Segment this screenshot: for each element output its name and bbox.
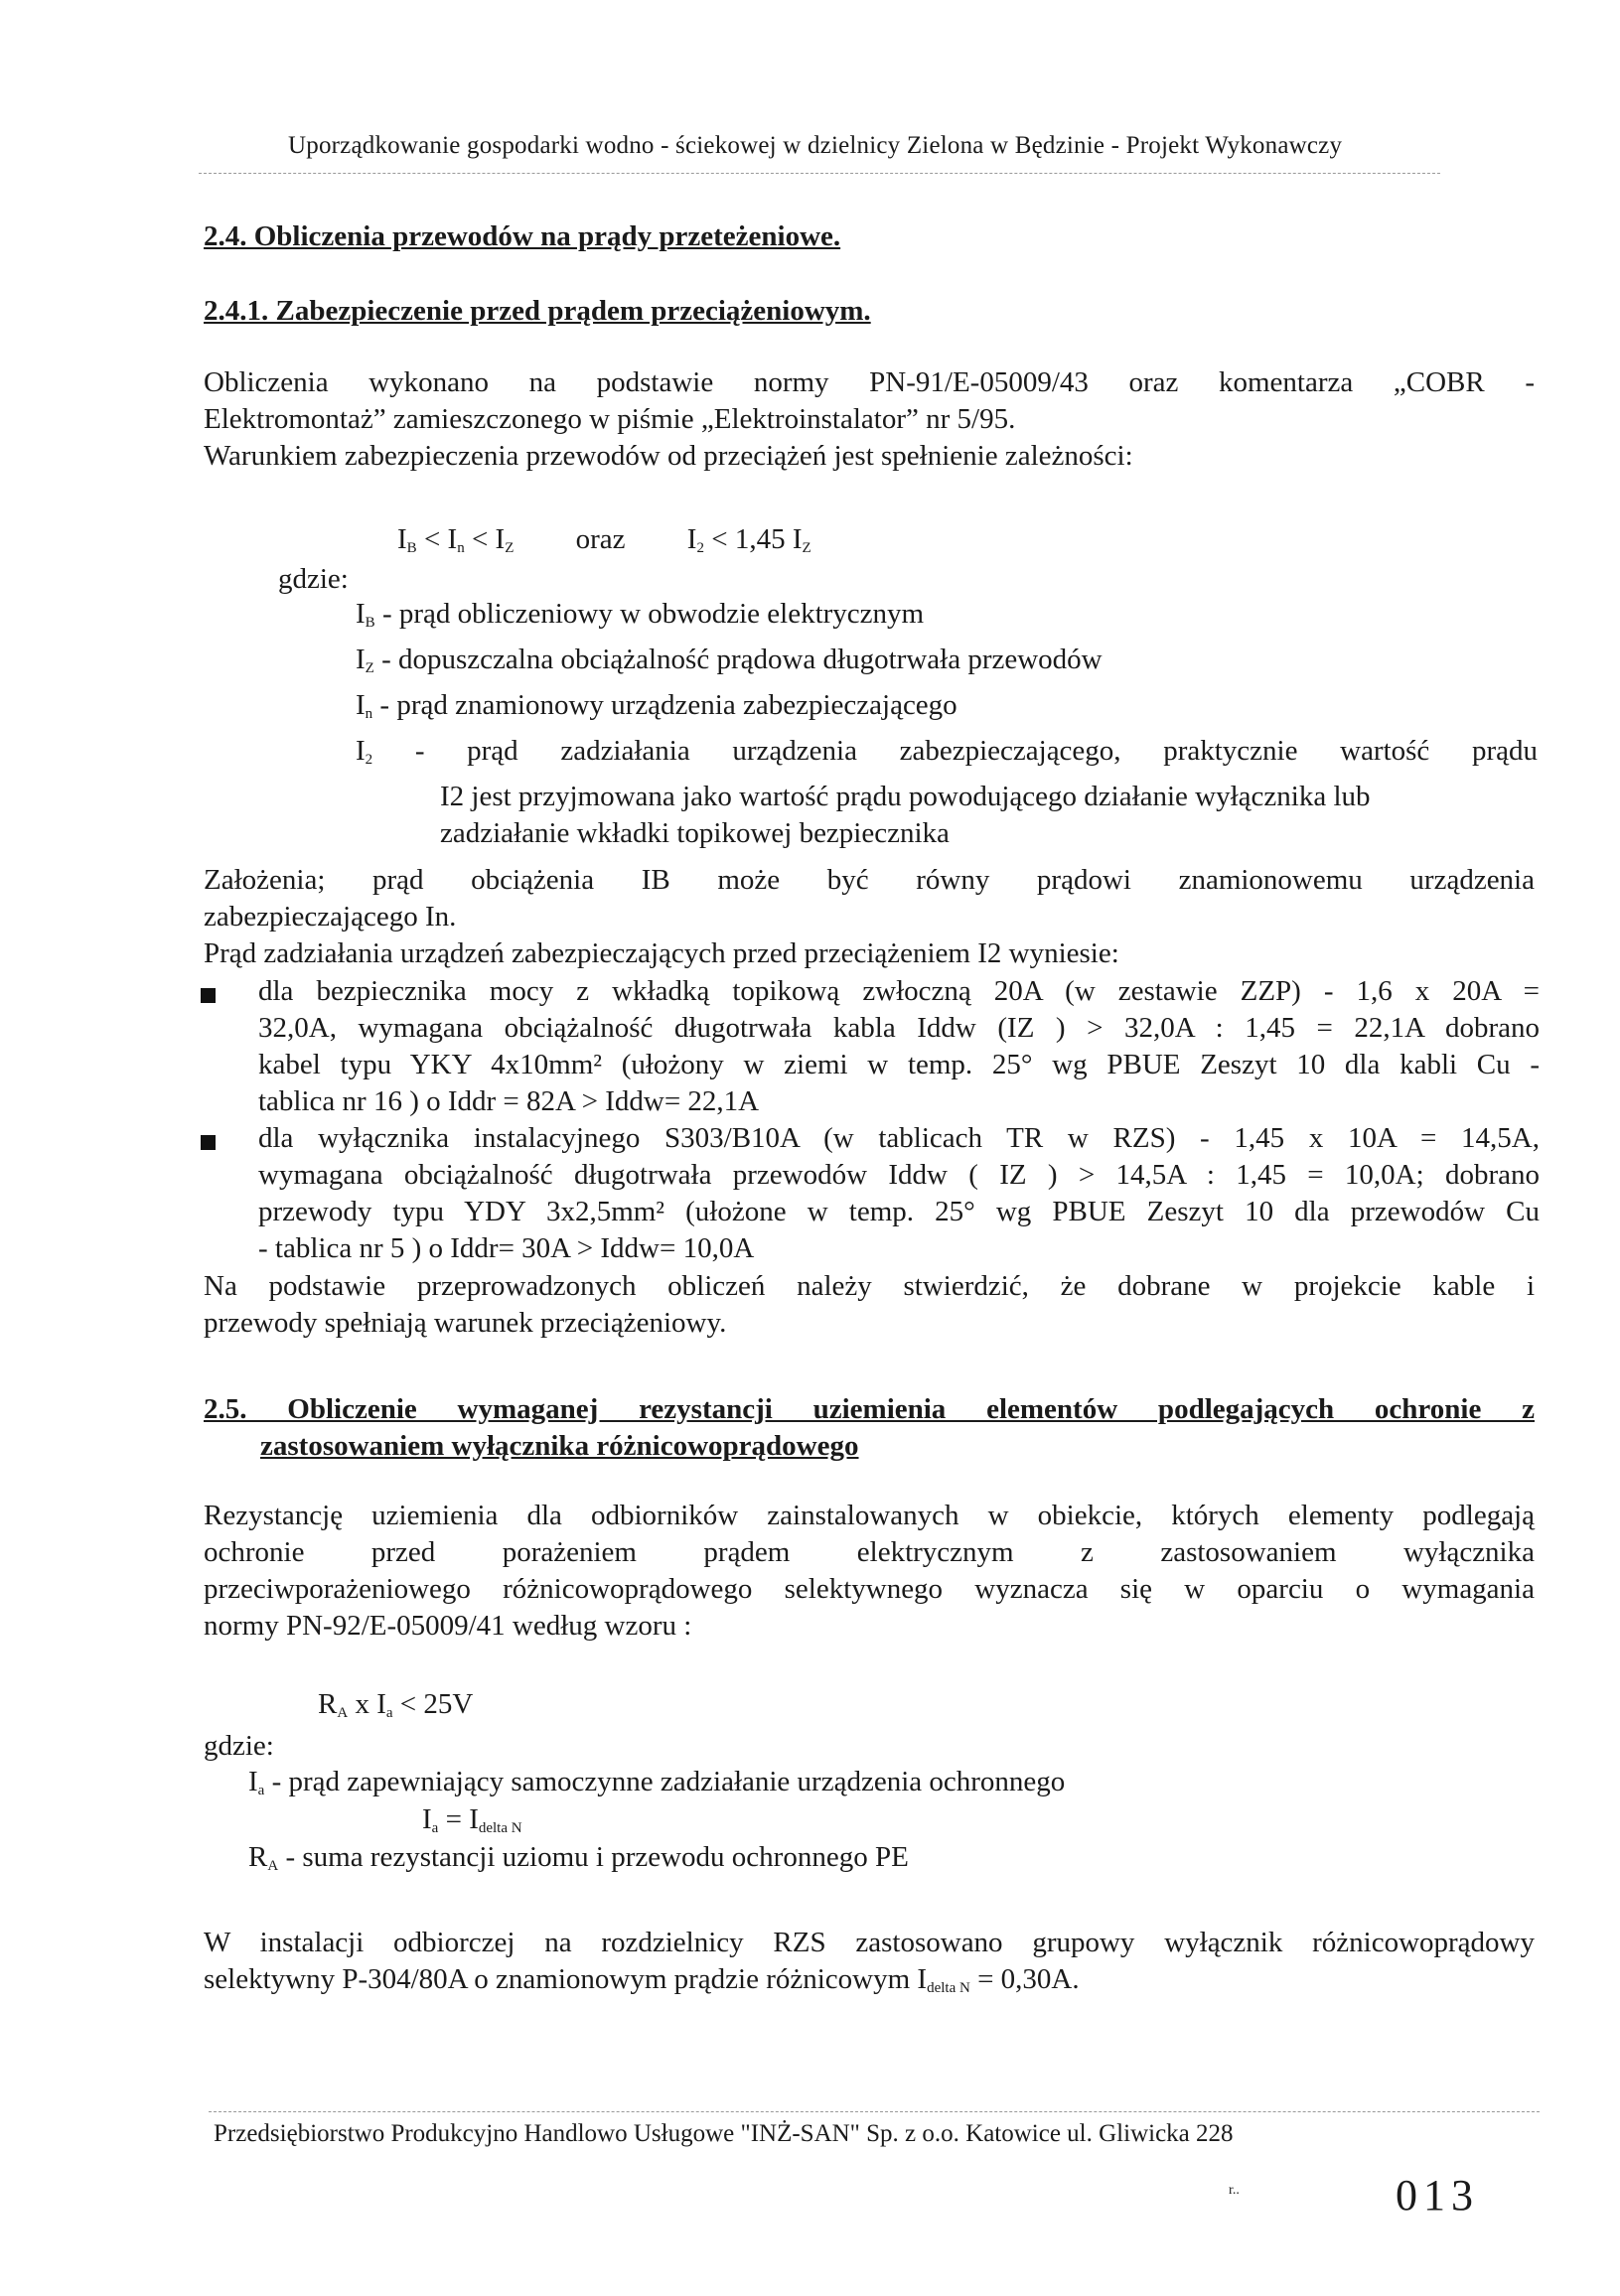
bullet-fuse-line-3: kabel typu YKY 4x10mm² (ułożony w ziemi w temp. 25° wg PBUE Zeszyt 10 dla kabli Cu - xyxy=(258,1049,1540,1080)
page-footer: Przedsiębiorstwo Produkcyjno Handlowo Usługowe "INŻ-SAN" Sp. z o.o. Katowice ul. Gliwicka 228 xyxy=(214,2120,1234,2147)
bullet-fuse-line-1: dla bezpiecznika mocy z wkładką topikową zwłoczną 20A (w zestawie ZZP) - 1,6 x 20A = xyxy=(258,975,1540,1007)
bullet-marker-1 xyxy=(201,988,216,1003)
def-in: $I_n$ - prąd znamionowy urządzenia zabezpieczającego xyxy=(356,689,957,722)
resistance-line-4: normy PN-92/E-05009/41 według wzoru : xyxy=(204,1610,692,1642)
assumptions-line-3: Prąd zadziałania urządzeń zabezpieczających przed przeciążeniem I2 wyniesie: xyxy=(204,937,1119,969)
footer-rule xyxy=(209,2111,1540,2112)
assumptions-line-1: Założenia; prąd obciążenia IB może być równy prądowi znamionowemu urządzenia xyxy=(204,864,1535,896)
def-i2-cont-1: I2 jest przyjmowana jako wartość prądu powodującego działanie wyłącznika lub xyxy=(440,781,1371,812)
section-2-5-title-line-2: zastosowaniem wyłącznika różnicowoprądowego xyxy=(260,1430,859,1462)
bullet-breaker-line-2: wymagana obciążalność długotrwała przewodów Iddw ( IZ ) > 14,5A : 1,45 = 10,0A; dobrano xyxy=(258,1159,1540,1191)
intro-line-2: Elektromontaż” zamieszczonego w piśmie „Elektroinstalator” nr 5/95. xyxy=(204,403,1016,435)
handwritten-mark: r.. xyxy=(1229,2183,1240,2198)
condition-formula: $I_B < I_n < I_Z$ oraz $I_2 < 1,45$ $I_Z$ xyxy=(397,523,811,556)
gdzie-label: gdzie: xyxy=(278,563,349,595)
intro-line-3: Warunkiem zabezpieczenia przewodów od przeciążeń jest spełnienie zależności: xyxy=(204,440,1133,472)
bullet-fuse-line-4: tablica nr 16 ) o Iddr = 82A > Iddw= 22,1A xyxy=(258,1085,760,1117)
section-2-4-1-title: 2.4.1. Zabezpieczenie przed prądem przeciążeniowym. xyxy=(204,295,871,327)
bullet-fuse xyxy=(258,973,1540,1120)
definitions-list xyxy=(356,596,1538,852)
intro-paragraph xyxy=(204,364,1535,475)
resistance-line-1: Rezystancję uziemienia dla odbiorników zainstalowanych w obiekcie, których elementy podlegają xyxy=(204,1500,1535,1531)
section-2-4-title: 2.4. Obliczenia przewodów na prądy przeteżeniowe. xyxy=(204,220,841,252)
conclusion-line-1: Na podstawie przeprowadzonych obliczeń należy stwierdzić, że dobrane w projekcie kable i xyxy=(204,1270,1535,1302)
resistance-paragraph xyxy=(204,1498,1535,1645)
conclusion-line-2: przewody spełniają warunek przeciążeniowy. xyxy=(204,1307,727,1339)
bullet-fuse-line-2: 32,0A, wymagana obciążalność długotrwała kabla Iddw (IZ ) > 32,0A : 1,45 = 22,1A dobrano xyxy=(258,1012,1540,1044)
def-i2: $I_2$ - prąd zadziałania urządzenia zabezpieczającego, praktycznie wartość prądu xyxy=(356,735,1538,768)
def-iz: $I_Z$ - dopuszczalna obciążalność prądowa długotrwała przewodów xyxy=(356,644,1103,676)
grounding-formula: $R_A$ x $I_a < 25V$ xyxy=(318,1688,474,1721)
def-ra: $R_A$ - suma rezystancji uziomu i przewodu ochronnego PE xyxy=(248,1841,909,1874)
bullet-breaker-line-4: - tablica nr 5 ) o Iddr= 30A > Iddw= 10,0A xyxy=(258,1232,755,1264)
final-line-2: selektywny P-304/80A o znamionowym prądzie różnicowym $I_{delta N} = 0,30A$. xyxy=(204,1963,1080,1996)
def-i2-cont-2: zadziałanie wkładki topikowej bezpiecznika xyxy=(440,817,950,849)
section-2-5-title-line-1: 2.5. Obliczenie wymaganej rezystancji uziemienia elementów podlegających ochronie z xyxy=(204,1393,1535,1425)
conclusion-paragraph xyxy=(204,1268,1535,1342)
bullet-breaker xyxy=(258,1120,1540,1267)
bullet-marker-2 xyxy=(201,1135,216,1150)
resistance-line-3: przeciwporażeniowego różnicowoprądowego selektywnego wyznacza się w oparciu o wymagania xyxy=(204,1573,1535,1605)
gdzie-label-2: gdzie: xyxy=(204,1730,274,1762)
bullet-breaker-line-3: przewody typu YDY 3x2,5mm² (ułożone w temp. 25° wg PBUE Zeszyt 10 dla przewodów Cu xyxy=(258,1196,1540,1227)
def-ib: $I_B$ - prąd obliczeniowy w obwodzie elektrycznym xyxy=(356,598,925,631)
final-paragraph xyxy=(204,1925,1535,2007)
header-rule xyxy=(199,173,1440,174)
assumptions-paragraph xyxy=(204,862,1535,972)
final-line-1: W instalacji odbiorczej na rozdzielnicy RZS zastosowano grupowy wyłącznik różnicowoprądowy xyxy=(204,1927,1535,1958)
intro-line-1: Obliczenia wykonano na podstawie normy PN-91/E-05009/43 oraz komentarza „COBR - xyxy=(204,366,1535,398)
bullet-breaker-line-1: dla wyłącznika instalacyjnego S303/B10A (w tablicach TR w RZS) - 1,45 x 10A = 14,5A, xyxy=(258,1122,1540,1154)
page-number: 013 xyxy=(1396,2171,1479,2220)
def-ia-equation: $I_a = I_{delta N}$ xyxy=(422,1803,522,1836)
assumptions-line-2: zabezpieczającego In. xyxy=(204,901,457,933)
def-ia: $I_a$ - prąd zapewniający samoczynne zadziałanie urządzenia ochronnego xyxy=(248,1766,1066,1798)
resistance-line-2: ochronie przed porażeniem prądem elektrycznym z zastosowaniem wyłącznika xyxy=(204,1536,1535,1568)
page-header: Uporządkowanie gospodarki wodno - ściekowej w dzielnicy Zielona w Będzinie - Projekt Wykonawczy xyxy=(288,132,1343,159)
